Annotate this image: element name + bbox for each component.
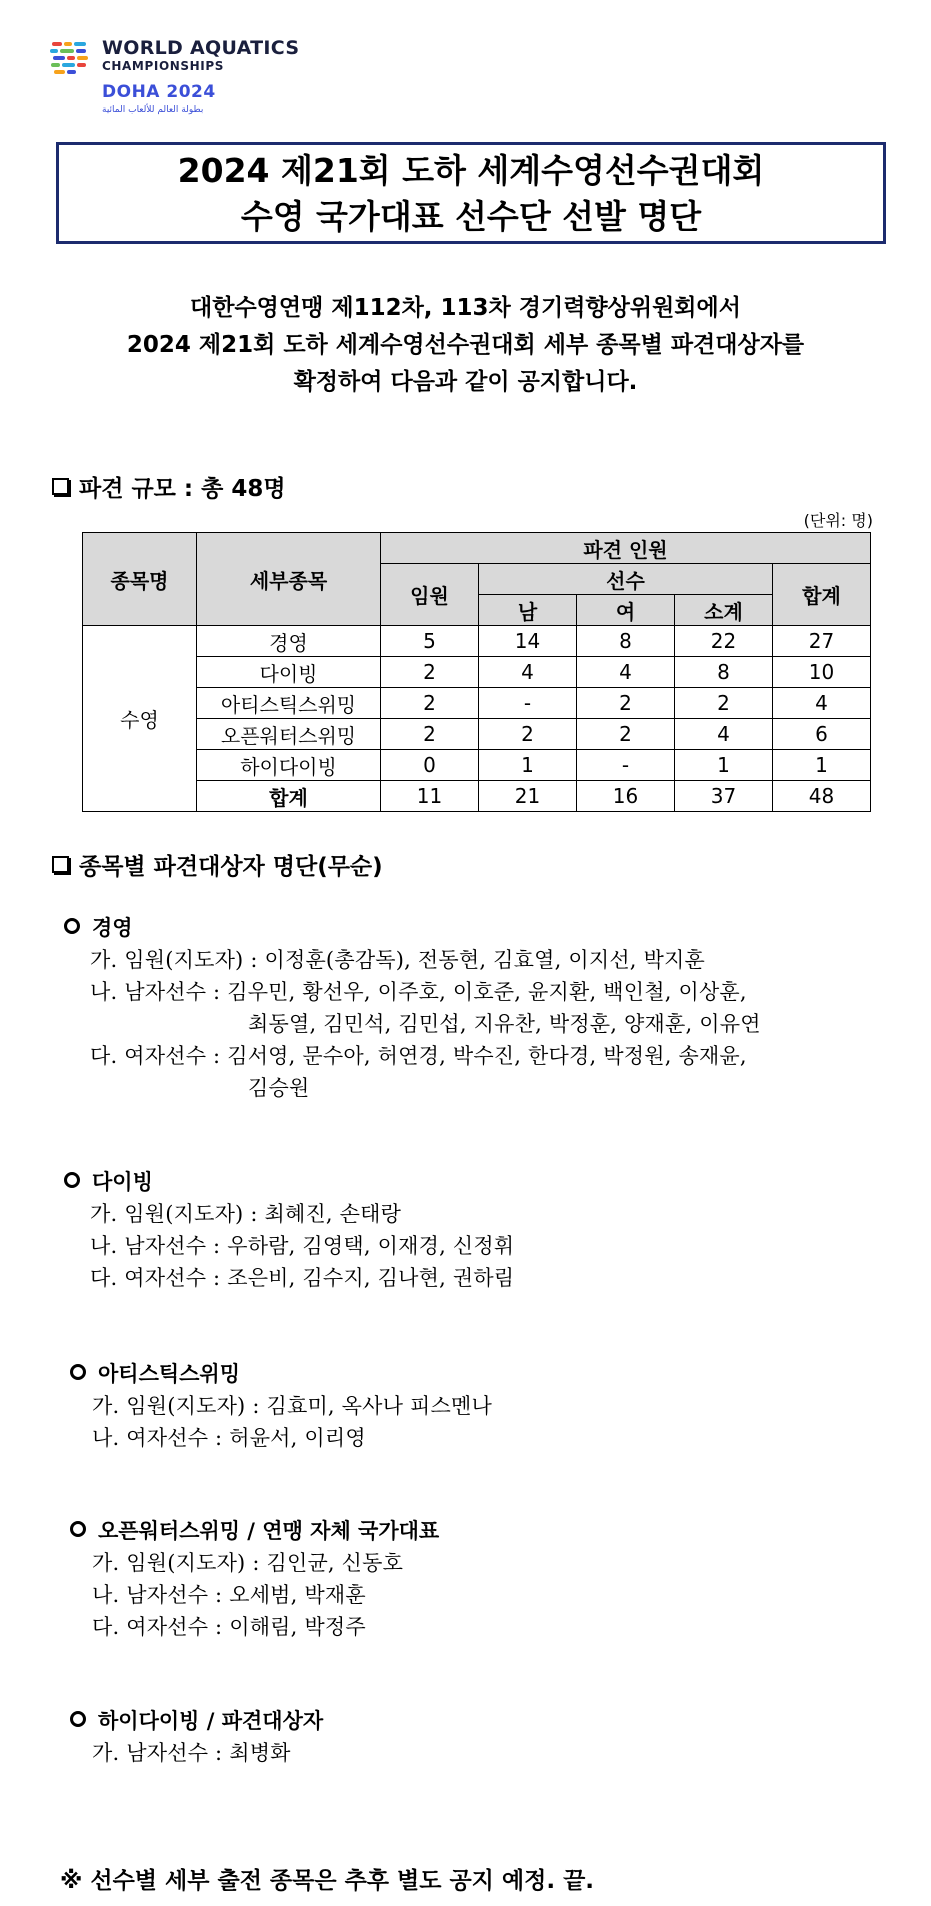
event-heading-openwater (70, 1515, 439, 1545)
intro-line: 대한수영연맹 제112차, 113차 경기력향상위원회에서 (190, 295, 741, 321)
roster-line: 최동열, 김민석, 김민섭, 지유찬, 박정훈, 양재훈, 이유연 (248, 1012, 761, 1036)
subtotal-cell: 22 (675, 626, 773, 657)
subtotal-cell: 1 (675, 750, 773, 781)
roster-line: 나. 남자선수 : 김우민, 황선우, 이주호, 이호준, 윤지환, 백인철, 이상훈, (90, 980, 747, 1004)
roster-heading (52, 848, 383, 881)
staff-cell: 2 (381, 719, 479, 750)
unit-label: (단위: 명) (803, 511, 873, 530)
total-cell: 48 (773, 781, 871, 812)
square-bullet-icon (52, 478, 69, 495)
circle-bullet-icon (70, 1711, 86, 1727)
event-heading-highdiving (70, 1705, 323, 1735)
circle-bullet-icon (64, 918, 80, 934)
female-cell: 2 (577, 688, 675, 719)
logo-text-doha: DOHA 2024 (102, 82, 216, 102)
staff-cell: 2 (381, 688, 479, 719)
staff-cell: 2 (381, 657, 479, 688)
logo-text-arabic: بطولة العالم للألعاب المائية (102, 105, 204, 115)
world-aquatics-logo (50, 34, 350, 124)
roster-line: 가. 임원(지도자) : 김효미, 옥사나 피스멘나 (92, 1394, 492, 1418)
intro-line: 2024 제21회 도하 세계수영선수권대회 세부 종목별 파견대상자를 (126, 332, 805, 358)
header-athletes: 선수 (479, 564, 773, 595)
sub-event-cell: 오픈워터스위밍 (197, 719, 381, 750)
roster-line: 가. 남자선수 : 최병화 (92, 1741, 291, 1765)
footer-note: ※ 선수별 세부 출전 종목은 추후 별도 공지 예정. 끝. (60, 1868, 595, 1894)
roster-line: 다. 여자선수 : 김서영, 문수아, 허연경, 박수진, 한다경, 박정원, 송재윤, (90, 1044, 747, 1068)
circle-bullet-icon (64, 1172, 80, 1188)
header-male: 남 (479, 595, 577, 626)
staff-cell: 11 (381, 781, 479, 812)
document-title-line2: 수영 국가대표 선수단 선발 명단 (240, 197, 702, 236)
female-cell: - (577, 750, 675, 781)
circle-bullet-icon (70, 1521, 86, 1537)
sub-event-cell: 아티스틱스위밍 (197, 688, 381, 719)
dispatch-table (82, 532, 871, 812)
total-cell: 1 (773, 750, 871, 781)
header-sub-event: 세부종목 (197, 533, 381, 626)
roster-line: 김승원 (248, 1076, 310, 1100)
staff-cell: 5 (381, 626, 479, 657)
total-cell: 27 (773, 626, 871, 657)
female-cell: 16 (577, 781, 675, 812)
sub-event-cell: 하이다이빙 (197, 750, 381, 781)
header-staff: 임원 (381, 564, 479, 626)
event-heading-text: 오픈워터스위밍 / 연맹 자체 국가대표 (98, 1518, 440, 1543)
square-bullet-icon (52, 856, 69, 873)
sub-event-cell: 경영 (197, 626, 381, 657)
event-name-cell: 수영 (83, 626, 197, 812)
male-cell: 2 (479, 719, 577, 750)
circle-bullet-icon (70, 1364, 86, 1380)
roster-heading-text: 종목별 파견대상자 명단(무순) (79, 854, 383, 880)
header-subtotal: 소계 (675, 595, 773, 626)
male-cell: 1 (479, 750, 577, 781)
roster-line: 나. 남자선수 : 오세범, 박재훈 (92, 1583, 366, 1607)
staff-cell: 0 (381, 750, 479, 781)
total-cell: 4 (773, 688, 871, 719)
event-heading-text: 다이빙 (92, 1169, 153, 1194)
table-row (83, 719, 871, 750)
table-row (83, 750, 871, 781)
roster-line: 가. 임원(지도자) : 김인균, 신동호 (92, 1551, 404, 1575)
logo-text-championships: CHAMPIONSHIPS (102, 59, 224, 73)
total-cell: 10 (773, 657, 871, 688)
table-row (83, 657, 871, 688)
roster-line: 다. 여자선수 : 이해림, 박정주 (92, 1615, 366, 1639)
roster-line: 가. 임원(지도자) : 최혜진, 손태랑 (90, 1202, 402, 1226)
female-cell: 2 (577, 719, 675, 750)
document-title-line1: 2024 제21회 도하 세계수영선수권대회 (177, 151, 765, 190)
logo-text-world-aquatics: WORLD AQUATICS (102, 37, 300, 59)
table-row (83, 688, 871, 719)
intro-line: 확정하여 다음과 같이 공지합니다. (293, 369, 638, 395)
table-row (83, 626, 871, 657)
table-total-row (83, 781, 871, 812)
event-heading-swimming (64, 912, 133, 942)
roster-line: 나. 남자선수 : 우하람, 김영택, 이재경, 신정휘 (90, 1234, 515, 1258)
male-cell: 14 (479, 626, 577, 657)
header-female: 여 (577, 595, 675, 626)
header-total: 합계 (773, 564, 871, 626)
subtotal-cell: 37 (675, 781, 773, 812)
female-cell: 8 (577, 626, 675, 657)
roster-line: 가. 임원(지도자) : 이정훈(총감독), 전동현, 김효열, 이지선, 박지훈 (90, 948, 706, 972)
male-cell: - (479, 688, 577, 719)
roster-line: 나. 여자선수 : 허윤서, 이리영 (92, 1426, 366, 1450)
event-heading-artistic (70, 1358, 240, 1388)
male-cell: 21 (479, 781, 577, 812)
sub-event-cell: 다이빙 (197, 657, 381, 688)
event-heading-diving (64, 1166, 153, 1196)
scale-heading (52, 470, 286, 503)
subtotal-cell: 8 (675, 657, 773, 688)
total-label-cell: 합계 (197, 781, 381, 812)
total-cell: 6 (773, 719, 871, 750)
event-heading-text: 아티스틱스위밍 (98, 1361, 241, 1386)
male-cell: 4 (479, 657, 577, 688)
scale-heading-text: 파견 규모 : 총 48명 (79, 476, 286, 502)
header-dispatch: 파견 인원 (381, 533, 871, 564)
document-title-box (56, 142, 886, 244)
subtotal-cell: 2 (675, 688, 773, 719)
female-cell: 4 (577, 657, 675, 688)
event-heading-text: 경영 (92, 915, 133, 940)
wave-bars-icon (50, 40, 90, 76)
subtotal-cell: 4 (675, 719, 773, 750)
event-heading-text: 하이다이빙 / 파견대상자 (98, 1708, 324, 1733)
roster-line: 다. 여자선수 : 조은비, 김수지, 김나현, 권하림 (90, 1266, 515, 1290)
intro-paragraph (0, 290, 931, 401)
header-event: 종목명 (83, 533, 197, 626)
